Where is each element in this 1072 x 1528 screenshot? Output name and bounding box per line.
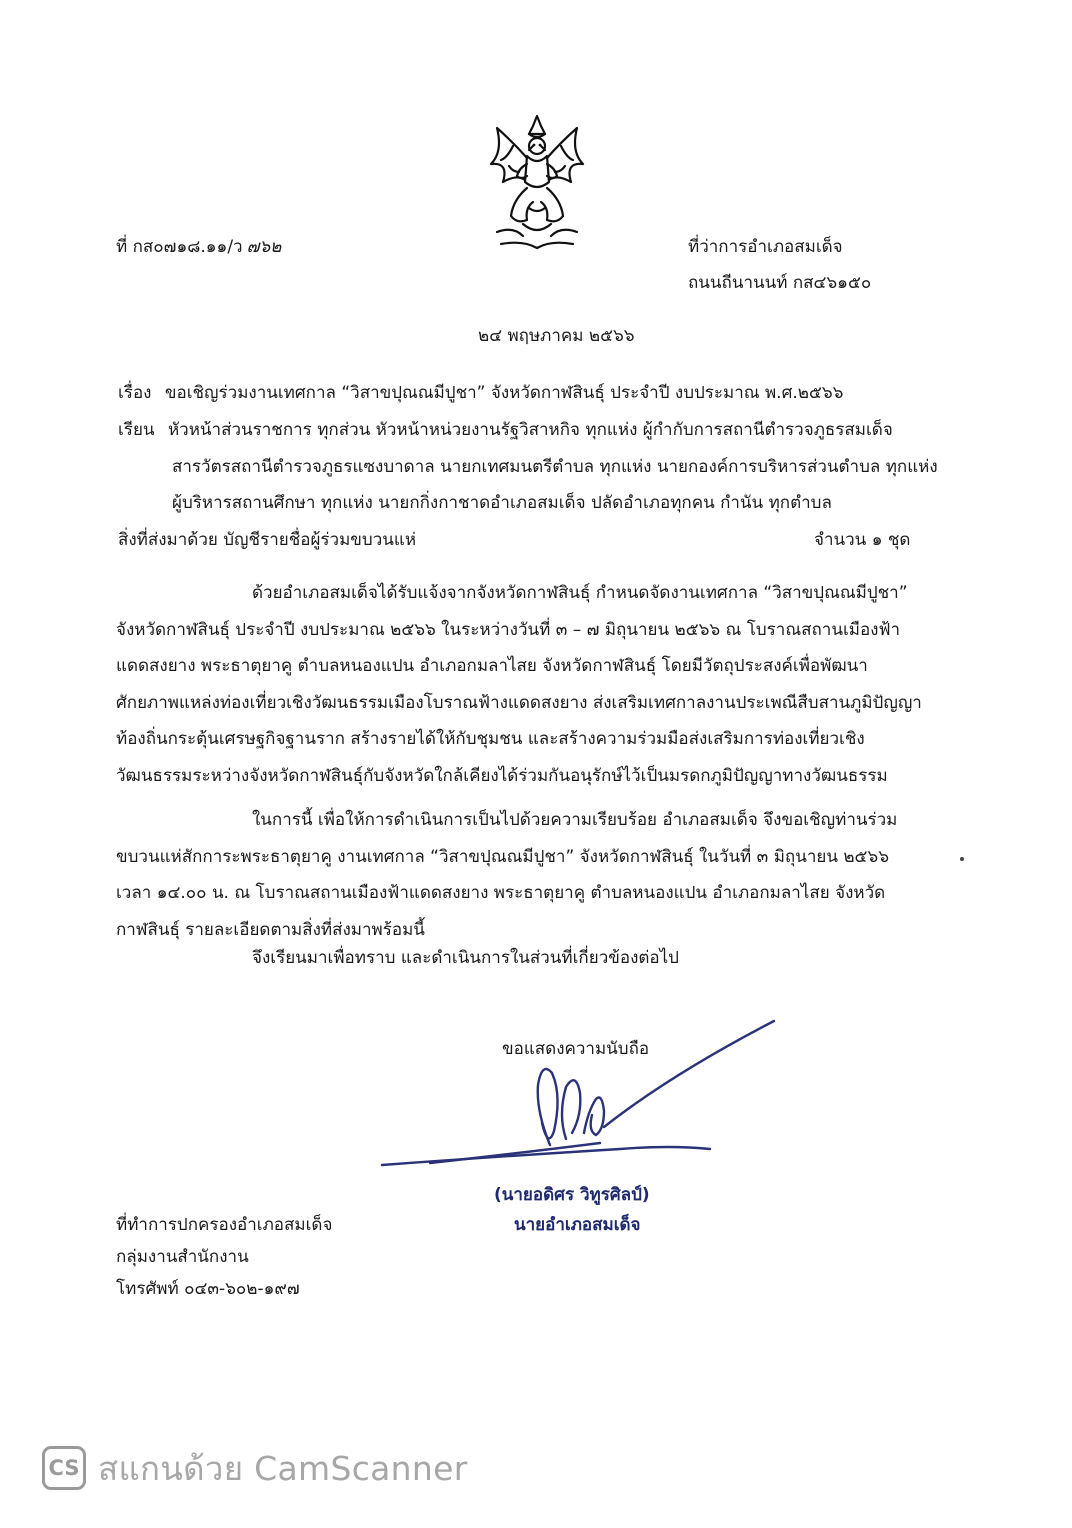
recipient-text-line3: ผู้บริหารสถานศึกษา ทุกแห่ง นายกกิ่งกาชาดอำเภอสมเด็จ ปลัดอำเภอทุกคน กำนัน ทุกตำบล <box>172 493 832 513</box>
paragraph-2-line: กาฬสินธุ์ รายละเอียดตามสิ่งที่ส่งมาพร้อมนี้ <box>116 919 425 940</box>
recipient-text-line2: สารวัตรสถานีตำรวจภูธรแซงบาดาล นายกเทศมนตรีตำบล ทุกแห่ง นายกองค์การบริหารส่วนตำบล ทุกแห่ง <box>172 457 938 477</box>
reference-number <box>116 236 281 258</box>
stray-mark <box>960 857 964 861</box>
signatory-position: นายอำเภอสมเด็จ <box>514 1215 641 1235</box>
subject-line <box>118 382 843 404</box>
reference-number-text: ที่ กส๐๗๑๘.๑๑/ว <box>116 237 243 257</box>
handwritten-reference-number: ๗๖๒ <box>246 237 282 257</box>
recipient-line1 <box>118 419 893 441</box>
paragraph-1-line: ศักยภาพแหล่งท่องเที่ยวเชิงวัฒนธรรมเมืองโบราณฟ้างแดดสงยาง ส่งเสริมเทศกาลงานประเพณีสืบสานภูมิปัญญา <box>116 692 922 713</box>
footer-division: กลุ่มงานสำนักงาน <box>116 1247 249 1267</box>
body-paragraph-2 <box>116 802 897 948</box>
paragraph-2-line: ในการนี้ เพื่อให้การดำเนินการเป็นไปด้วยความเรียบร้อย อำเภอสมเด็จ จึงขอเชิญท่านร่วม <box>252 810 898 830</box>
footer-phone: โทรศัพท์ ๐๔๓-๖๐๒-๑๙๗ <box>116 1279 300 1299</box>
subject-text: ขอเชิญร่วมงานเทศกาล “วิสาขปุณณมีปูชา” จังหวัดกาฬสินธุ์ ประจำปี งบประมาณ พ.ศ.๒๕๖๖ <box>164 383 844 403</box>
camscanner-logo-icon: CS <box>42 1446 86 1490</box>
footer-office: ที่ทำการปกครองอำเภอสมเด็จ <box>116 1215 333 1235</box>
document-date: ๒๔ พฤษภาคม ๒๕๖๖ <box>478 326 635 346</box>
handwritten-signature <box>370 1015 790 1190</box>
paragraph-2-line: ขบวนแห่สักการะพระธาตุยาคู งานเทศกาล “วิสาขปุณณมีปูชา” จังหวัดกาฬสินธุ์ ในวันที่ ๓ มิถุนายน ๒๕๖๖ <box>116 846 890 867</box>
office-address-line1: ที่ว่าการอำเภอสมเด็จ <box>688 237 843 257</box>
recipient-label: เรียน <box>118 420 155 440</box>
camscanner-text: สแกนด้วย CamScanner <box>98 1448 468 1488</box>
office-address-line2: ถนนถีนานนท์ กส๔๖๑๕๐ <box>688 273 872 293</box>
paragraph-1-line: จังหวัดกาฬสินธุ์ ประจำปี งบประมาณ ๒๕๖๖ ในระหว่างวันที่ ๓ – ๗ มิถุนายน ๒๕๖๖ ณ โบราณสถานเมืองฟ้า <box>116 619 901 640</box>
paragraph-1-line: ท้องถิ่นกระตุ้นเศรษฐกิจฐานราก สร้างรายได้ให้กับชุมชน และสร้างความร่วมมือส่งเสริมการท่องเที่ยวเชิง <box>116 729 865 749</box>
paragraph-1-line: วัฒนธรรมระหว่างจังหวัดกาฬสินธุ์กับจังหวัดใกล้เคียงได้ร่วมกันอนุรักษ์ไว้เป็นมรดกภูมิปัญญาทางวัฒนธรรม <box>116 765 888 786</box>
recipient-text-line1: หัวหน้าส่วนราชการ ทุกส่วน หัวหน้าหน่วยงานรัฐวิสาหกิจ ทุกแห่ง ผู้กำกับการสถานีตำรวจภูธรสมเด็จ <box>167 420 893 440</box>
subject-label: เรื่อง <box>118 383 152 403</box>
closing-line: จึงเรียนมาเพื่อทราบ และดำเนินการในส่วนที่เกี่ยวข้องต่อไป <box>252 948 679 968</box>
signatory-name: (นายอดิศร วิทูรศิลป์) <box>494 1185 650 1205</box>
paragraph-2-line: เวลา ๑๔.๐๐ น. ณ โบราณสถานเมืองฟ้าแดดสงยาง พระธาตุยาคู ตำบลหนองแปน อำเภอกมลาไสย จังหวัด <box>116 883 886 903</box>
paragraph-1-line: แดดสงยาง พระธาตุยาคู ตำบลหนองแปน อำเภอกมลาไสย จังหวัดกาฬสินธุ์ โดยมีวัตถุประสงค์เพื่อพัฒนา <box>116 656 868 676</box>
body-paragraph-1 <box>116 575 922 794</box>
enclosure-text: สิ่งที่ส่งมาด้วย บัญชีรายชื่อผู้ร่วมขบวนแห่ <box>118 530 417 550</box>
camscanner-watermark <box>42 1443 468 1493</box>
garuda-emblem-icon <box>483 112 591 252</box>
enclosure-quantity: จำนวน ๑ ชุด <box>814 530 911 550</box>
salutation: ขอแสดงความนับถือ <box>502 1039 650 1059</box>
paragraph-1-line: ด้วยอำเภอสมเด็จได้รับแจ้งจากจังหวัดกาฬสินธุ์ กำหนดจัดงานเทศกาล “วิสาขปุณณมีปูชา” <box>252 583 908 603</box>
